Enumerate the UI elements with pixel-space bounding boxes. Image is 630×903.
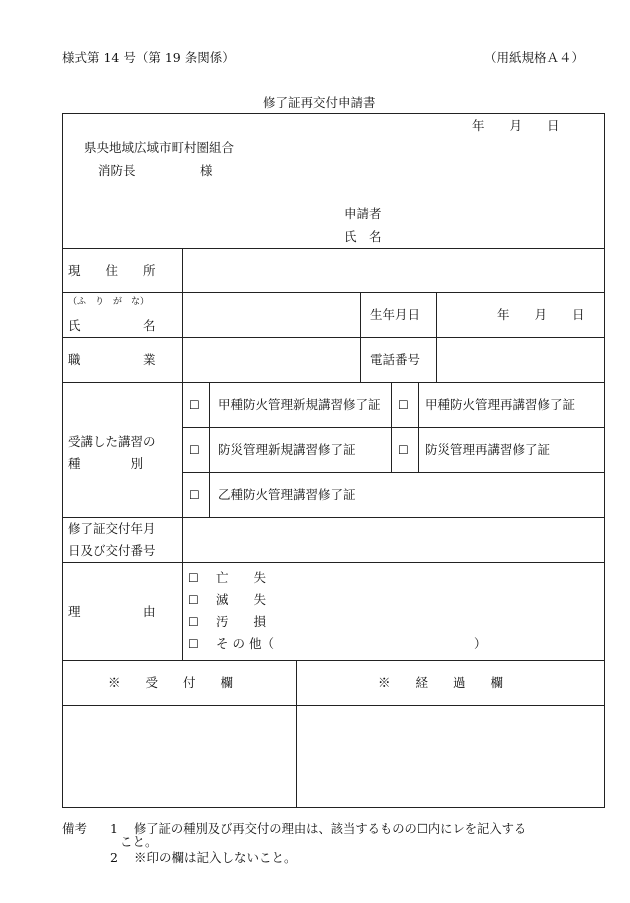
address-field[interactable] bbox=[183, 249, 604, 291]
checkbox-course-2[interactable]: ☐ bbox=[398, 398, 409, 412]
note-1-number: 1 bbox=[110, 821, 118, 836]
course-option-3: 防災管理新規講習修了証 bbox=[218, 442, 356, 457]
reason-other-close: ） bbox=[474, 636, 487, 651]
reason-damaged: 汚 損 bbox=[216, 614, 267, 629]
addressee-honorific: 様 bbox=[200, 163, 213, 178]
phone-label: 電話番号 bbox=[370, 352, 421, 367]
checkbox-reason-lost[interactable]: ☐ bbox=[188, 571, 199, 585]
birthdate-label: 生年月日 bbox=[370, 307, 421, 322]
paper-size: （用紙規格Ａ４） bbox=[484, 50, 585, 65]
checkbox-course-4[interactable]: ☐ bbox=[398, 443, 409, 457]
note-2-number: 2 bbox=[110, 850, 118, 865]
applicant-label: 申請者 bbox=[344, 206, 382, 221]
note-1-continued: こと。 bbox=[120, 834, 158, 849]
reason-label: 理 由 bbox=[68, 604, 156, 619]
checkbox-reason-destroyed[interactable]: ☐ bbox=[188, 593, 199, 607]
course-option-4: 防災管理再講習修了証 bbox=[425, 442, 551, 457]
note-2-text: ※印の欄は記入しないこと。 bbox=[134, 850, 297, 865]
checkbox-course-1[interactable]: ☐ bbox=[189, 398, 200, 412]
reason-other: そ の 他（ bbox=[216, 636, 274, 651]
address-label: 現 住 所 bbox=[68, 263, 156, 278]
course-option-2: 甲種防火管理再講習修了証 bbox=[425, 397, 576, 412]
checkbox-reason-other[interactable]: ☐ bbox=[188, 637, 199, 651]
form-table bbox=[62, 113, 605, 808]
checkbox-course-3[interactable]: ☐ bbox=[189, 443, 200, 457]
reason-destroyed: 滅 失 bbox=[216, 592, 267, 607]
checkbox-course-5[interactable]: ☐ bbox=[189, 488, 200, 502]
issue-label-line1: 修了証交付年月 bbox=[68, 521, 156, 536]
name-label: 氏 名 bbox=[68, 318, 156, 333]
course-option-5: 乙種防火管理講習修了証 bbox=[218, 487, 356, 502]
progress-header: ※ 経 過 欄 bbox=[378, 675, 504, 690]
furigana-label: （ふ り が な） bbox=[68, 297, 150, 307]
occupation-field[interactable] bbox=[183, 338, 359, 381]
form-title: 修了証再交付申請書 bbox=[263, 95, 376, 110]
name-field[interactable] bbox=[183, 293, 359, 336]
addressee-chief: 消防長 bbox=[98, 163, 136, 178]
course-type-label-line1: 受講した講習の bbox=[68, 434, 156, 449]
reception-header: ※ 受 付 欄 bbox=[108, 675, 234, 690]
note-1-text: 修了証の種別及び再交付の理由は、該当するものの☐内にレを記入する bbox=[134, 822, 527, 836]
phone-field[interactable] bbox=[437, 338, 604, 381]
issue-label-line2: 日及び交付番号 bbox=[68, 543, 156, 558]
issue-info-field[interactable] bbox=[183, 518, 604, 561]
birthdate-field[interactable]: 年 月 日 bbox=[497, 307, 585, 322]
notes-label: 備考 bbox=[62, 821, 88, 836]
reason-lost: 亡 失 bbox=[216, 570, 267, 585]
checkbox-reason-damaged[interactable]: ☐ bbox=[188, 615, 199, 629]
course-option-1: 甲種防火管理新規講習修了証 bbox=[218, 397, 381, 412]
date-field[interactable]: 年 月 日 bbox=[472, 118, 560, 133]
form-number: 様式第 14 号（第 19 条関係） bbox=[62, 50, 235, 65]
addressee-org: 県央地域広域市町村圏組合 bbox=[84, 140, 235, 155]
occupation-label: 職 業 bbox=[68, 352, 156, 367]
course-type-label-line2: 種 別 bbox=[68, 456, 144, 471]
applicant-name-label: 氏 名 bbox=[344, 229, 382, 244]
